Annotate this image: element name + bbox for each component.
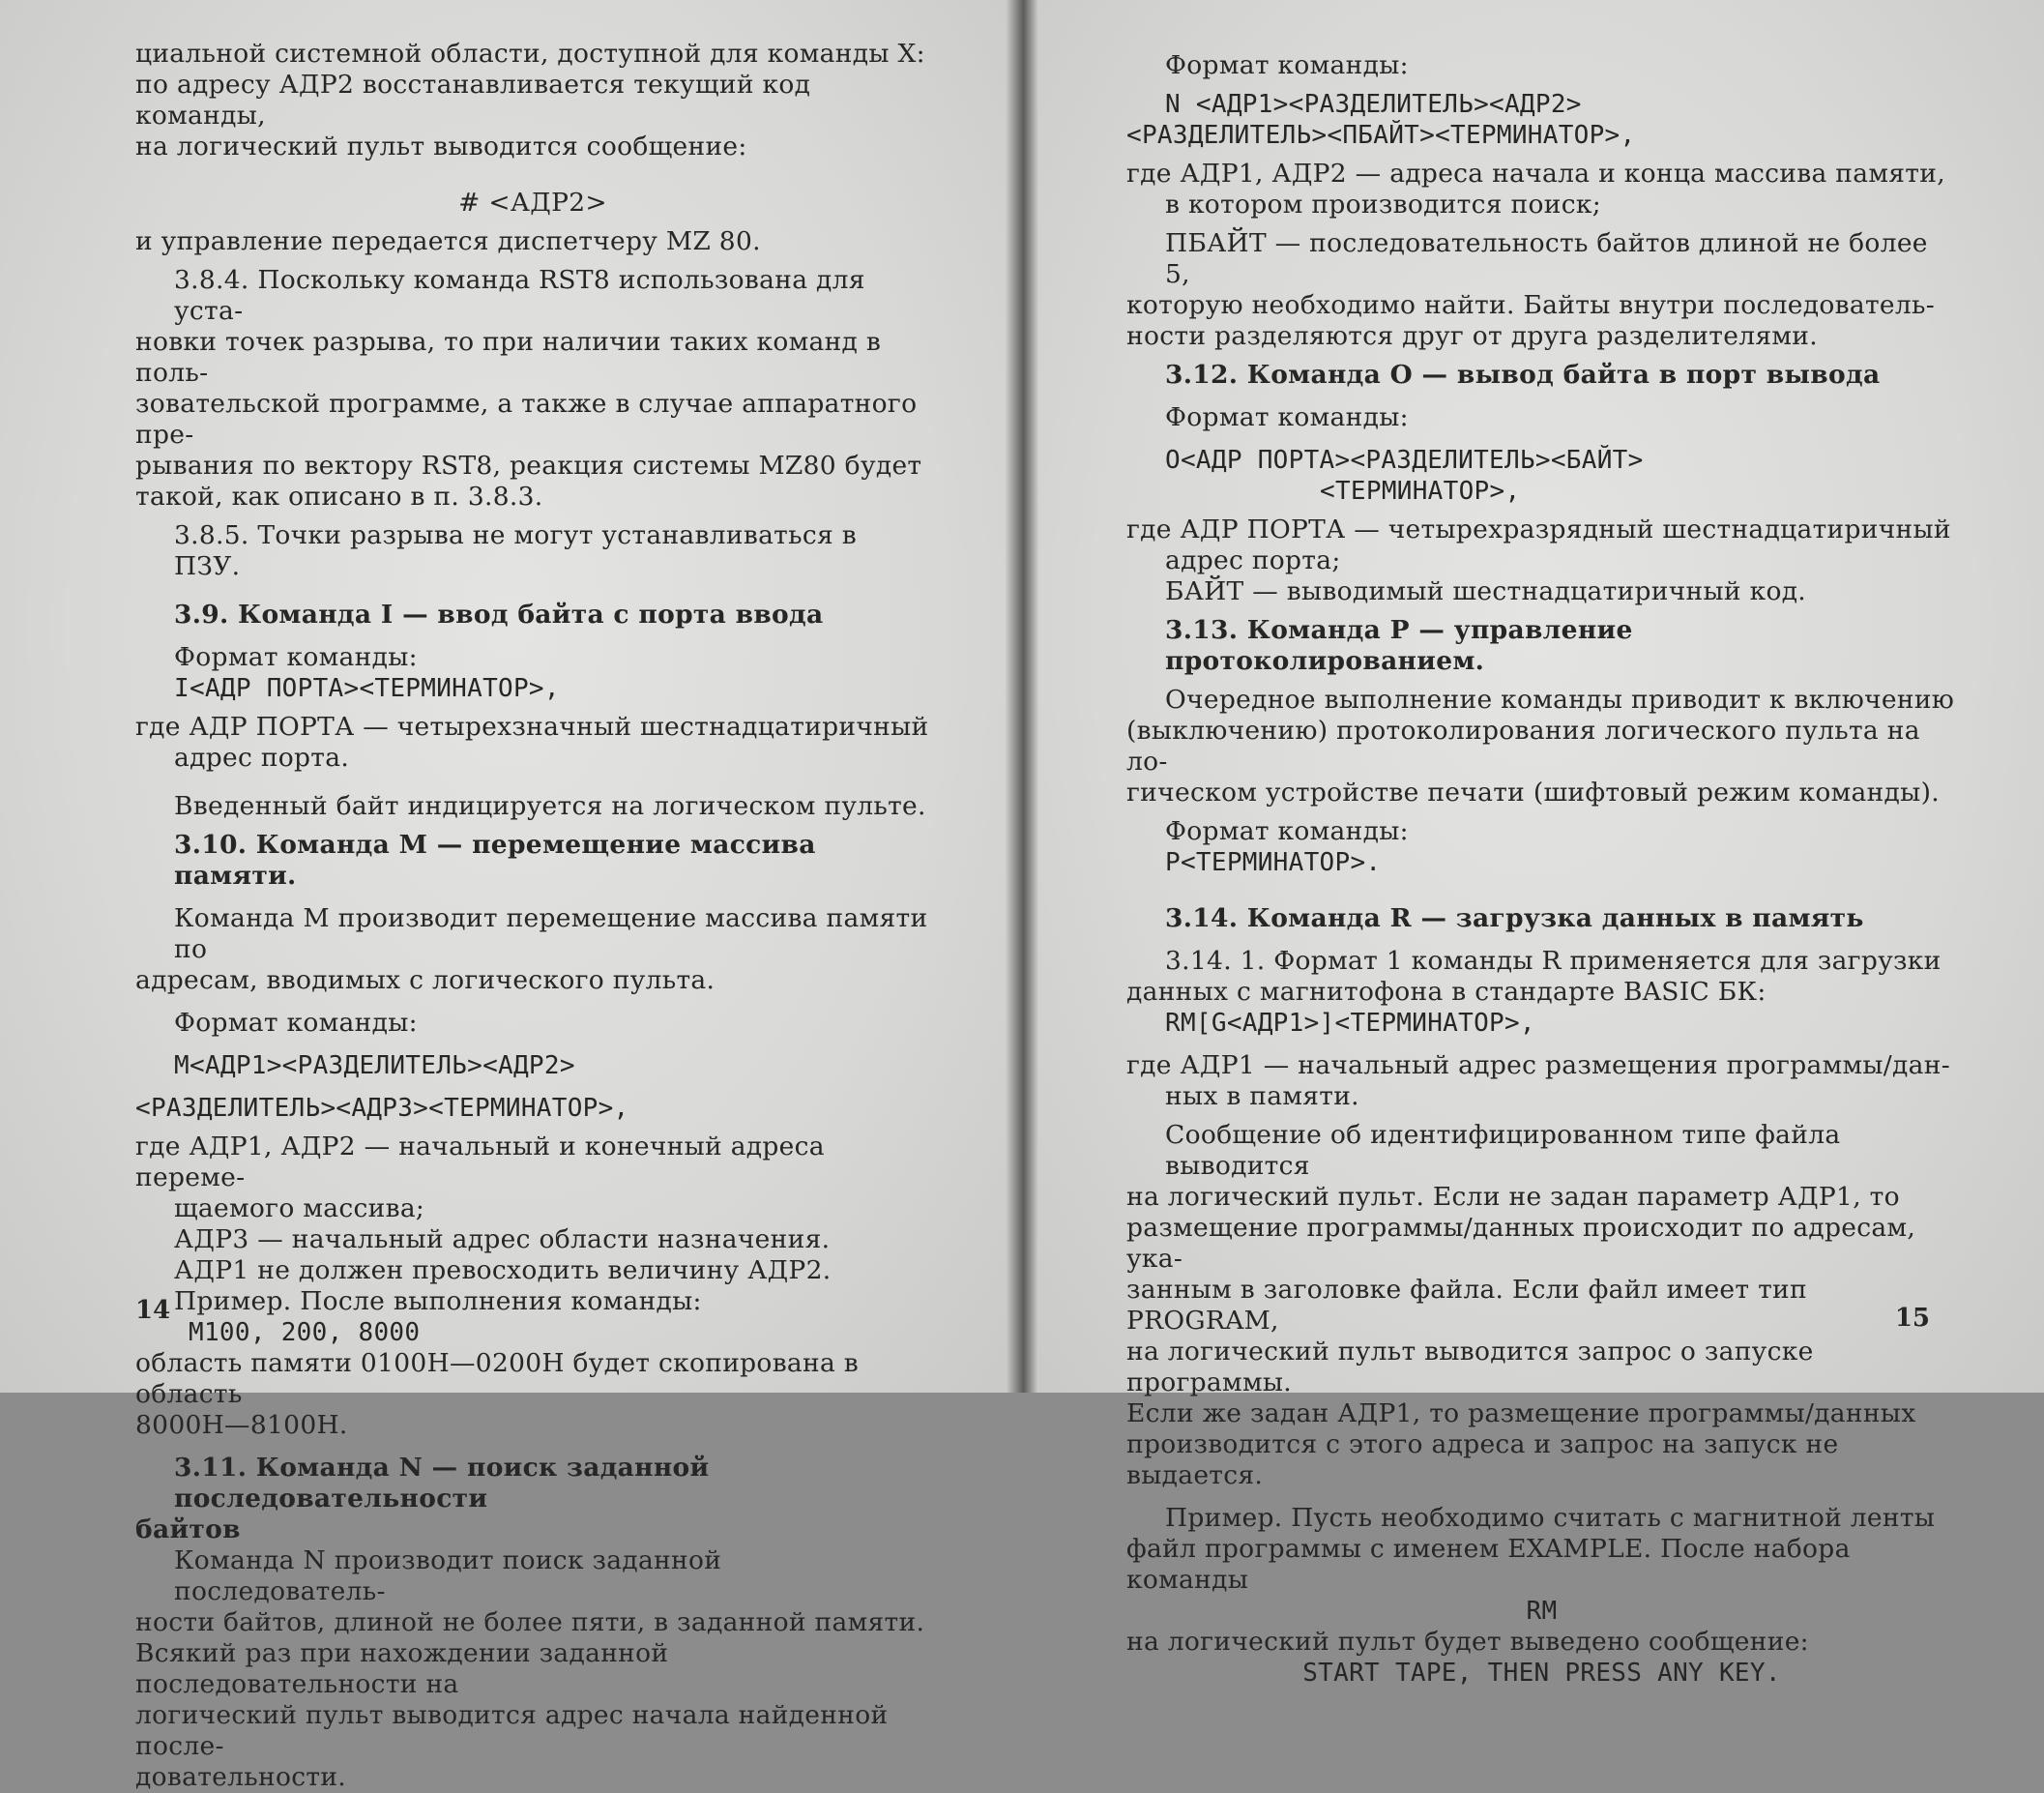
section-heading: 3.13. Команда P — управление протоколированием. bbox=[1165, 615, 1633, 676]
text-line: по адресу АДР2 восстанавливается текущий код команды, bbox=[135, 70, 811, 131]
text-line: рывания по вектору RST8, реакция системы MZ80 будет bbox=[135, 451, 922, 481]
text-line: АДР3 — начальный адрес области назначения. bbox=[174, 1224, 831, 1254]
section-heading: 3.12. Команда O — вывод байта в порт вывода bbox=[1165, 360, 1881, 390]
command-format: P<ТЕРМИНАТОР>. bbox=[1165, 848, 1382, 877]
text-line: ности байтов, длиной не более пяти, в заданной памяти. bbox=[135, 1607, 925, 1637]
book-spine bbox=[1006, 0, 1038, 1393]
command-format: <РАЗДЕЛИТЕЛЬ><ПБАЙТ><ТЕРМИНАТОР>, bbox=[1126, 121, 1636, 150]
right-page-text bbox=[1126, 50, 1957, 1689]
example-command: M100, 200, 8000 bbox=[189, 1318, 421, 1347]
text-line: АДР1 не должен превосходить величину АДР2. bbox=[174, 1255, 832, 1285]
text-line: 8000H—8100H. bbox=[135, 1410, 348, 1440]
text-line: Формат команды: bbox=[174, 1008, 418, 1038]
text-line: ности разделяются друг от друга разделителями. bbox=[1126, 321, 1818, 351]
text-line: и управление передается диспетчеру MZ 80. bbox=[135, 226, 761, 256]
text-line: Формат команды: bbox=[1165, 50, 1409, 80]
text-line: данных с магнитофона в стандарте BASIC БК: bbox=[1126, 977, 1767, 1007]
command-format: N <АДР1><РАЗДЕЛИТЕЛЬ><АДР2> bbox=[1165, 90, 1582, 119]
text-line: где АДР ПОРТА — четырехразрядный шестнадцатиричный bbox=[1126, 514, 1951, 544]
page-number: 14 bbox=[135, 1296, 171, 1325]
text-line: где АДР1 — начальный адрес размещения программы/дан- bbox=[1126, 1050, 1950, 1080]
text-line: Пример. После выполнения команды: bbox=[174, 1286, 702, 1316]
right-page bbox=[1025, 0, 2044, 1688]
text-line: Команда N производит поиск заданной последователь- bbox=[174, 1545, 722, 1606]
text-line: зовательской программе, а также в случае аппаратного пре- bbox=[135, 389, 918, 450]
section-heading: 3.11. Команда N — поиск заданной последовательности bbox=[174, 1453, 710, 1514]
command-format: M<АДР1><РАЗДЕЛИТЕЛЬ><АДР2> bbox=[174, 1051, 575, 1080]
text-line: размещение программы/данных происходит по адресам, ука- bbox=[1126, 1213, 1916, 1274]
text-line: Формат команды: bbox=[174, 642, 418, 672]
text-line: в котором производится поиск; bbox=[1165, 190, 1601, 220]
text-line: где АДР ПОРТА — четырехзначный шестнадцатиричный bbox=[135, 712, 929, 742]
text-line: такой, как описано в п. 3.8.3. bbox=[135, 482, 543, 512]
text-line: на логический пульт будет выведено сообщение: bbox=[1126, 1627, 1809, 1657]
section-heading: 3.10. Команда M — перемещение массива памяти. bbox=[174, 830, 816, 891]
text-line: довательности. bbox=[135, 1762, 346, 1792]
command-format: RM[G<АДР1>]<ТЕРМИНАТОР>, bbox=[1165, 1009, 1535, 1038]
text-line: циальной системной области, доступной для команды X: bbox=[135, 39, 925, 69]
text-line: ных в памяти. bbox=[1165, 1081, 1359, 1111]
text-line: где АДР1, АДР2 — адреса начала и конца массива памяти, bbox=[1126, 159, 1945, 189]
text-line: новки точек разрыва, то при наличии таких команд в поль- bbox=[135, 327, 882, 388]
text-line: область памяти 0100H—0200H будет скопирована в область bbox=[135, 1348, 860, 1409]
text-line: адрес порта. bbox=[174, 743, 350, 773]
command-format: O<АДР ПОРТА><РАЗДЕЛИТЕЛЬ><БАЙТ> bbox=[1165, 446, 1644, 475]
text-line: которую необходимо найти. Байты внутри последователь- bbox=[1126, 290, 1936, 320]
example-command: RM bbox=[1526, 1597, 1558, 1626]
section-heading: байтов bbox=[135, 1514, 241, 1544]
text-line: Команда M производит перемещение массива памяти по bbox=[174, 903, 928, 964]
text-line: гическом устройстве печати (шифтовый режим команды). bbox=[1126, 778, 1940, 808]
text-line: Очередное выполнение команды приводит к включению bbox=[1165, 685, 1955, 715]
text-line: 3.8.4. Поскольку команда RST8 использована для уста- bbox=[174, 265, 865, 326]
text-line: логический пульт выводится адрес начала найденной после- bbox=[135, 1700, 889, 1761]
text-line: на логический пульт выводится запрос о запуске программы. bbox=[1126, 1337, 1814, 1397]
left-page bbox=[0, 0, 1017, 1792]
text-line: БАЙТ — выводимый шестнадцатиричный код. bbox=[1165, 576, 1807, 606]
text-line: Если же задан АДР1, то размещение программы/данных bbox=[1126, 1398, 1916, 1428]
text-line: Всякий раз при нахождении заданной последовательности на bbox=[135, 1638, 669, 1699]
text-line: ПБАЙТ — последовательность байтов длиной не более 5, bbox=[1165, 228, 1928, 289]
page-number: 15 bbox=[1894, 1304, 1930, 1333]
text-line: на логический пульт. Если не задан параметр АДР1, то bbox=[1126, 1182, 1900, 1212]
command-format: <РАЗДЕЛИТЕЛЬ><АДР3><ТЕРМИНАТОР>, bbox=[135, 1094, 629, 1123]
text-line: адрес порта; bbox=[1165, 545, 1341, 575]
left-page-text bbox=[135, 39, 930, 1793]
command-format: I<АДР ПОРТА><ТЕРМИНАТОР>, bbox=[174, 674, 560, 703]
text-line: где АДР1, АДР2 — начальный и конечный адреса переме- bbox=[135, 1132, 825, 1192]
text-line: Формат команды: bbox=[1165, 816, 1409, 846]
text-line: щаемого массива; bbox=[174, 1193, 425, 1223]
text-line: адресам, вводимых с логического пульта. bbox=[135, 965, 715, 995]
text-line: Сообщение об идентифицированном типе файла выводится bbox=[1165, 1120, 1841, 1181]
command-format: <ТЕРМИНАТОР>, bbox=[1320, 477, 1521, 506]
text-line: # <АДР2> bbox=[458, 188, 607, 218]
text-line: (выключению) протоколирования логического пульта на ло- bbox=[1126, 716, 1920, 777]
tape-message: START TAPE, THEN PRESS ANY KEY. bbox=[1302, 1659, 1781, 1688]
text-line: Формат команды: bbox=[1165, 402, 1409, 432]
text-line: Пример. Пусть необходимо считать с магнитной ленты bbox=[1165, 1503, 1936, 1533]
text-line: файл программы с именем EXAMPLE. После набора команды bbox=[1126, 1534, 1851, 1595]
text-line: производится с этого адреса и запрос на запуск не выдается. bbox=[1126, 1429, 1839, 1490]
text-line: 3.8.5. Точки разрыва не могут устанавливаться в ПЗУ. bbox=[174, 520, 857, 581]
section-heading: 3.14. Команда R — загрузка данных в память bbox=[1165, 903, 1864, 933]
text-line: Введенный байт индицируется на логическом пульте. bbox=[174, 791, 926, 821]
text-line: занным в заголовке файла. Если файл имеет тип PROGRAM, bbox=[1126, 1275, 1807, 1336]
text-line: на логический пульт выводится сообщение: bbox=[135, 132, 747, 162]
section-heading: 3.9. Команда I — ввод байта с порта ввода bbox=[174, 600, 824, 630]
text-line: 3.14. 1. Формат 1 команды R применяется для загрузки bbox=[1165, 946, 1942, 976]
